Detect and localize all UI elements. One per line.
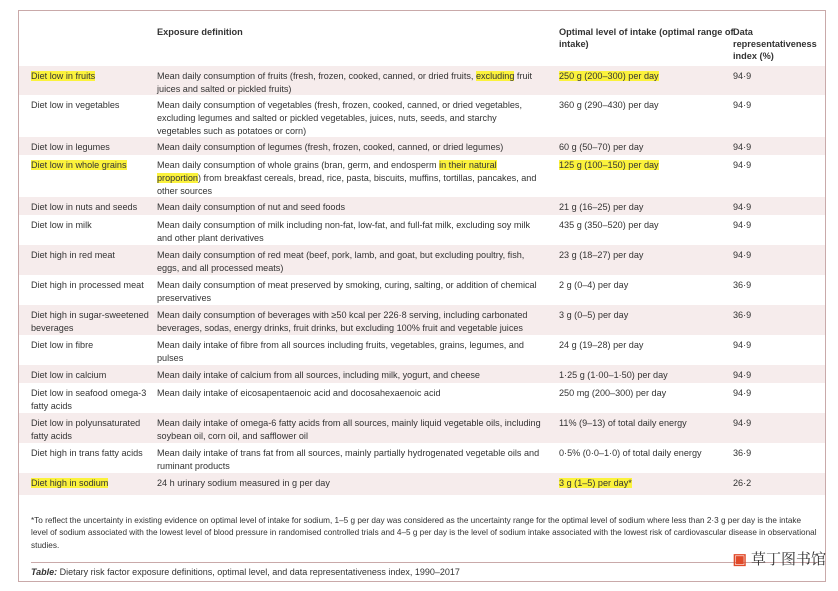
definition-pre: Mean daily intake of trans fat from all sources, mainly partially hydrogenated vegetable oils and ruminant products — [157, 448, 540, 471]
cell-risk-factor — [31, 387, 153, 413]
table-row — [19, 155, 825, 197]
optimal-level-text: 3 g (0–5) per day — [559, 310, 629, 320]
cell-exposure-definition — [157, 219, 541, 245]
definition-hl: in their natural proportion — [157, 160, 497, 183]
optimal-level-text: 60 g (50–70) per day — [559, 142, 644, 152]
cell-exposure-definition — [157, 309, 541, 335]
definition-pre: Mean daily consumption of milk including non-fat, low-fat, and full-fat milk, excluding soy milk and other plant derivatives — [157, 220, 531, 243]
cell-data-index: 36·9 — [733, 310, 752, 320]
risk-factor-text: Diet low in fruits — [31, 71, 96, 81]
cell-risk-factor — [31, 339, 153, 352]
risk-factor-text: Diet low in calcium — [31, 370, 107, 380]
cell-data-index: 94·9 — [733, 388, 752, 398]
cell-exposure-definition — [157, 417, 541, 443]
table-frame — [18, 10, 826, 582]
cell-exposure-definition — [157, 369, 541, 382]
cell-risk-factor — [31, 477, 153, 490]
watermark — [733, 548, 826, 569]
risk-factor-text: Diet low in legumes — [31, 142, 110, 152]
risk-factor-text: Diet low in polyunsaturated fatty acids — [31, 418, 141, 441]
risk-factor-text: Diet low in seafood omega-3 fatty acids — [31, 388, 147, 411]
cell-risk-factor — [31, 99, 153, 112]
cell-optimal-level — [559, 249, 739, 262]
definition-post: ) from breakfast cereals, bread, rice, pasta, biscuits, muffins, tortillas, pancakes, and other sources — [157, 172, 537, 196]
definition-pre: Mean daily consumption of red meat (beef, pork, lamb, and goat, but excluding poultry, fish, eggs, and all processed meats) — [157, 250, 525, 273]
definition-pre: 24 h urinary sodium measured in g per day — [157, 478, 330, 488]
cell-risk-factor — [31, 447, 153, 460]
definition-pre: Mean daily consumption of fruits (fresh, frozen, cooked, canned, or dried fruits, — [157, 71, 476, 81]
cell-risk-factor — [31, 159, 153, 172]
caption-text: Dietary risk factor exposure definitions, optimal level, and data representativeness index, 1990–2017 — [57, 567, 460, 577]
table-row — [19, 275, 825, 305]
table-row — [19, 365, 825, 383]
cell-risk-factor — [31, 201, 153, 214]
optimal-level-text: 21 g (16–25) per day — [559, 202, 644, 212]
table-row — [19, 197, 825, 215]
cell-risk-factor — [31, 70, 153, 83]
table-row — [19, 473, 825, 495]
cell-data-index: 36·9 — [733, 448, 752, 458]
cell-data-index: 94·9 — [733, 100, 752, 110]
risk-factor-text: Diet high in processed meat — [31, 280, 144, 290]
table-row — [19, 66, 825, 95]
cell-data-index: 36·9 — [733, 280, 752, 290]
table-row — [19, 245, 825, 275]
table-row — [19, 95, 825, 137]
header-optimal: Optimal level of intake (optimal range of intake) — [559, 27, 734, 49]
cell-optimal-level — [559, 417, 739, 430]
cell-risk-factor — [31, 309, 153, 335]
cell-data-index: 94·9 — [733, 250, 752, 260]
table-row — [19, 305, 825, 335]
cell-exposure-definition — [157, 387, 541, 400]
cell-exposure-definition — [157, 339, 541, 365]
optimal-level-text: 435 g (350–520) per day — [559, 220, 659, 230]
footnote: *To reflect the uncertainty in existing evidence on optimal level of intake for sodium, 1–5 g per day was considered as the uncertainty range for the optimal level of sodium where less than 2·3 g per day is the intake level of sodium associated with the lowest level of blood pressure in randomised controlled trials and 4–5 g per day is the level of sodium intake associated with the lowest risk of cardiovascular disease in observational studies. — [31, 516, 817, 550]
risk-factor-text: Diet low in whole grains — [31, 160, 127, 170]
cell-data-index: 94·9 — [733, 71, 752, 81]
optimal-level-text: 24 g (19–28) per day — [559, 340, 644, 350]
cell-risk-factor — [31, 141, 153, 154]
cell-optimal-level — [559, 141, 739, 154]
table-header — [19, 11, 825, 63]
risk-factor-text: Diet low in nuts and seeds — [31, 202, 138, 212]
optimal-level-text: 23 g (18–27) per day — [559, 250, 644, 260]
cell-exposure-definition — [157, 70, 541, 96]
optimal-level-text: 250 g (200–300) per day — [559, 71, 659, 81]
risk-factor-text: Diet low in milk — [31, 220, 92, 230]
cell-data-index: 94·9 — [733, 220, 752, 230]
optimal-level-text: 0·5% (0·0–1·0) of total daily energy — [559, 448, 702, 458]
definition-pre: Mean daily consumption of legumes (fresh, frozen, cooked, canned, or dried legumes) — [157, 142, 504, 152]
cell-data-index: 94·9 — [733, 160, 752, 170]
risk-factor-text: Diet high in trans fatty acids — [31, 448, 143, 458]
optimal-level-text: 11% (9–13) of total daily energy — [559, 418, 687, 428]
cell-exposure-definition — [157, 279, 541, 305]
risk-factor-text: Diet low in fibre — [31, 340, 94, 350]
cell-optimal-level — [559, 477, 739, 490]
risk-factor-text: Diet high in sugar-sweetened beverages — [31, 310, 149, 333]
cell-optimal-level — [559, 387, 739, 400]
cell-optimal-level — [559, 99, 739, 112]
cell-exposure-definition — [157, 477, 541, 490]
cell-optimal-level — [559, 339, 739, 352]
definition-pre: Mean daily consumption of vegetables (fresh, frozen, cooked, canned, or dried vegetables, excluding legumes and salted or pickled vegetables, juices, nuts, seeds, and starchy vegetables such as potatoes or corn) — [157, 100, 522, 136]
risk-factor-text: Diet high in sodium — [31, 478, 109, 488]
definition-pre: Mean daily intake of calcium from all sources, including milk, yogurt, and cheese — [157, 370, 480, 380]
optimal-level-text: 250 mg (200–300) per day — [559, 388, 667, 398]
cell-data-index: 94·9 — [733, 202, 752, 212]
cell-risk-factor — [31, 279, 153, 292]
table-row — [19, 335, 825, 365]
cell-risk-factor — [31, 417, 153, 443]
optimal-level-text: 3 g (1–5) per day* — [559, 478, 632, 488]
risk-factor-text: Diet low in vegetables — [31, 100, 120, 110]
definition-pre: Mean daily intake of eicosapentaenoic acid and docosahexaenoic acid — [157, 388, 441, 398]
optimal-level-text: 1·25 g (1·00–1·50) per day — [559, 370, 668, 380]
cell-exposure-definition — [157, 99, 541, 137]
definition-hl: excluding — [475, 71, 515, 81]
cell-optimal-level — [559, 159, 739, 172]
cell-data-index: 94·9 — [733, 142, 752, 152]
cell-data-index: 94·9 — [733, 418, 752, 428]
watermark-logo-icon: ▣ — [732, 551, 747, 568]
table-row — [19, 443, 825, 473]
table-body — [19, 66, 825, 495]
optimal-level-text: 2 g (0–4) per day — [559, 280, 629, 290]
table-row — [19, 137, 825, 155]
definition-pre: Mean daily consumption of meat preserved by smoking, curing, salting, or addition of chemical preservatives — [157, 280, 537, 303]
cell-optimal-level — [559, 369, 739, 382]
definition-pre: Mean daily consumption of nut and seed foods — [157, 202, 346, 212]
header-data-index: Data representativeness index (%) — [733, 27, 817, 61]
header-exposure: Exposure definition — [157, 27, 243, 37]
cell-optimal-level — [559, 279, 739, 292]
watermark-text: 草丁图书馆 — [750, 551, 826, 568]
cell-risk-factor — [31, 369, 153, 382]
cell-exposure-definition — [157, 447, 541, 473]
table-row — [19, 413, 825, 443]
cell-optimal-level — [559, 447, 739, 460]
cell-risk-factor — [31, 219, 153, 232]
cell-exposure-definition — [157, 141, 541, 154]
cell-optimal-level — [559, 201, 739, 214]
caption-label: Table: — [31, 567, 58, 577]
definition-pre: Mean daily intake of omega-6 fatty acids from all sources, mainly liquid vegetable oils, including soybean oil, corn oil, and safflower oil — [157, 418, 541, 441]
definition-pre: Mean daily consumption of beverages with ≥50 kcal per 226·8 serving, including carbonated beverages, sodas, energy drinks, fruit drinks, but excluding 100% fruit and vegetable juices — [157, 310, 528, 333]
cell-exposure-definition — [157, 249, 541, 275]
cell-data-index: 26·2 — [733, 478, 752, 488]
cell-exposure-definition — [157, 201, 541, 214]
table-caption — [31, 562, 819, 577]
definition-pre: Mean daily intake of fibre from all sources including fruits, vegetables, grains, legumes, and pulses — [157, 340, 524, 363]
risk-factor-text: Diet high in red meat — [31, 250, 115, 260]
cell-optimal-level — [559, 219, 739, 232]
cell-risk-factor — [31, 249, 153, 262]
cell-data-index: 94·9 — [733, 370, 752, 380]
cell-exposure-definition — [157, 159, 541, 197]
table-row — [19, 383, 825, 413]
cell-optimal-level — [559, 309, 739, 322]
definition-pre: Mean daily consumption of whole grains (bran, germ, and endosperm — [157, 160, 440, 170]
cell-optimal-level — [559, 70, 739, 83]
table-row — [19, 215, 825, 245]
optimal-level-text: 360 g (290–430) per day — [559, 100, 659, 110]
optimal-level-text: 125 g (100–150) per day — [559, 160, 659, 170]
definition-post: fruit juices and salted or pickled fruits) — [157, 71, 533, 94]
cell-data-index: 94·9 — [733, 340, 752, 350]
